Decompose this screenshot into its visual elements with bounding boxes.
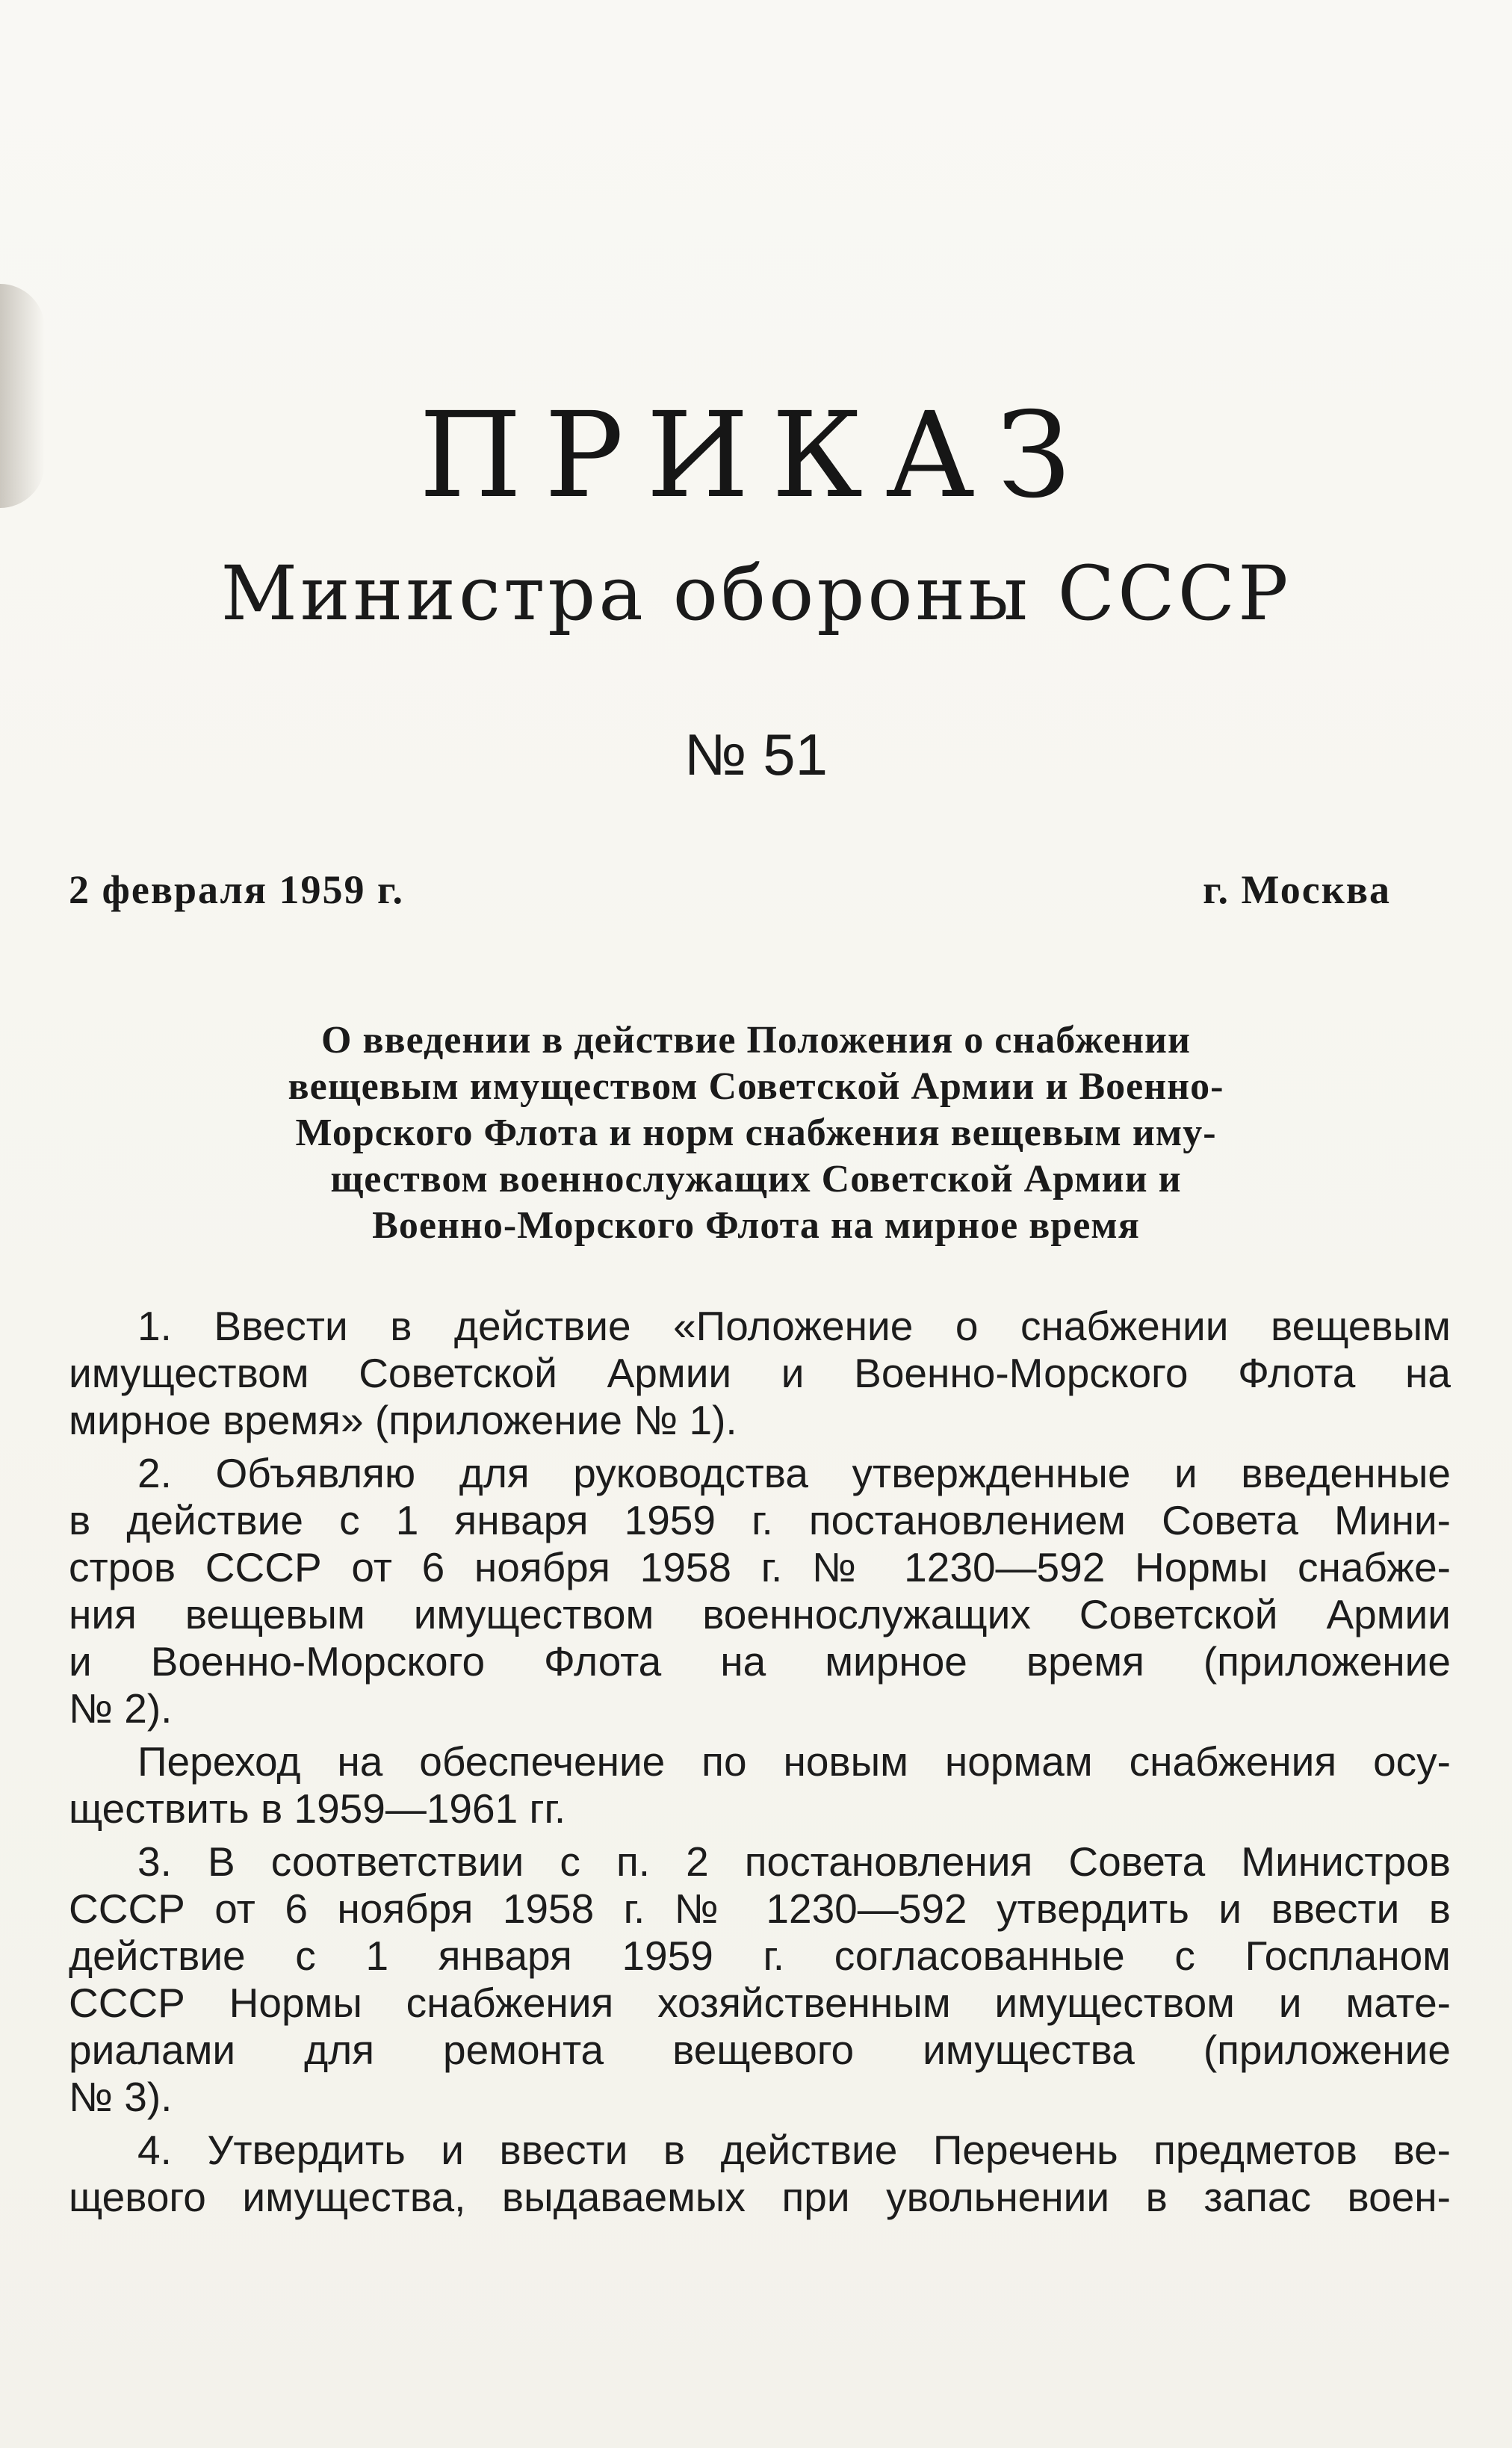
body-line: 4. Утвердить и ввести в действие Перечень предметов ве- (137, 2127, 1451, 2173)
heading-line: Морского Флота и норм снабжения вещевым иму- (295, 1112, 1217, 1154)
heading-line: вещевым имуществом Советской Армии и Военно- (288, 1065, 1224, 1108)
paragraph-3 (69, 1838, 1451, 2121)
body-line: 2. Объявляю для руководства утвержденные и введенные (137, 1450, 1451, 1496)
order-body (69, 1303, 1451, 2227)
order-date: 2 февраля 1959 г. (69, 867, 404, 912)
body-line: 3. В соответствии с п. 2 постановления Совета Министров (137, 1838, 1451, 1885)
document-subtitle: Министра обороны СССР (220, 550, 1292, 637)
body-line: стров СССР от 6 ноября 1958 г. № 1230—592 Нормы снабже- (69, 1544, 1451, 1590)
heading-line: Военно-Морского Флота на мирное время (372, 1204, 1140, 1247)
body-line: имуществом Советской Армии и Военно-Морского Флота на (69, 1350, 1451, 1396)
body-line: ществить в 1959—1961 гг. (69, 1785, 566, 1832)
body-line: 1. Ввести в действие «Положение о снабжении вещевым (137, 1303, 1451, 1349)
body-line: действие с 1 января 1959 г. согласованные с Госпланом (69, 1933, 1451, 1979)
paragraph-4 (69, 2127, 1451, 2221)
order-heading (0, 1017, 1512, 1249)
body-line: риалами для ремонта вещевого имущества (приложение (69, 2027, 1451, 2073)
body-line: Переход на обеспечение по новым нормам снабжения осу- (137, 1738, 1451, 1785)
document-title: ПРИКАЗ (418, 387, 1094, 524)
body-line: в действие с 1 января 1959 г. постановлением Совета Мини- (69, 1497, 1451, 1543)
paragraph-2-continuation (69, 1738, 1451, 1832)
body-line: № 3). (69, 2074, 173, 2120)
heading-line: О введении в действие Положения о снабжении (321, 1019, 1191, 1062)
body-line: щевого имущества, выдаваемых при увольнении в запас воен- (69, 2174, 1451, 2220)
body-line: СССР Нормы снабжения хозяйственным имуществом и мате- (69, 1980, 1451, 2026)
paragraph-1 (69, 1303, 1451, 1444)
heading-line: ществом военнослужащих Советской Армии и (330, 1158, 1182, 1200)
paragraph-2 (69, 1450, 1451, 1732)
body-line: СССР от 6 ноября 1958 г. № 1230—592 утвердить и ввести в (69, 1885, 1451, 1932)
body-line: ния вещевым имуществом военнослужащих Советской Армии (69, 1591, 1451, 1637)
order-number: № 51 (684, 722, 828, 787)
body-line: и Военно-Морского Флота на мирное время (приложение (69, 1638, 1451, 1685)
body-line: мирное время» (приложение № 1). (69, 1397, 737, 1443)
body-line: № 2). (69, 1685, 173, 1732)
order-city: г. Москва (1203, 867, 1391, 912)
